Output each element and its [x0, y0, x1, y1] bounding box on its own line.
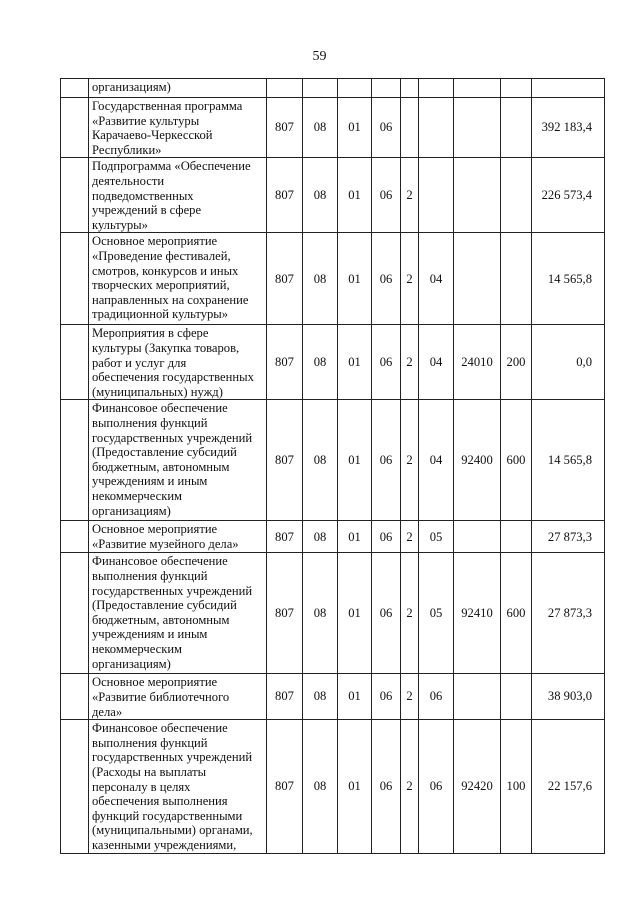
subprogram-cell: 2 — [401, 325, 419, 400]
program-cell: 06 — [372, 233, 401, 325]
item-name-line: выполнения функций — [92, 415, 208, 430]
item-name-line: «Проведение фестивалей, — [92, 248, 231, 263]
item-name-line: государственных учреждений — [92, 750, 253, 765]
table-body — [61, 79, 605, 854]
direction-cell — [454, 233, 501, 325]
admin-code-cell: 807 — [267, 674, 303, 720]
expense-type-cell: 600 — [501, 553, 532, 674]
item-name-line: (муниципальных) нужд) — [92, 384, 223, 399]
direction-cell: 92400 — [454, 400, 501, 521]
item-name-line: Основное мероприятие — [92, 234, 218, 249]
subprogram-cell: 2 — [401, 233, 419, 325]
item-name-line: учреждениям и иным — [92, 474, 208, 489]
event-cell — [419, 158, 454, 233]
item-name-line: организациям) — [92, 503, 171, 518]
table-row — [61, 720, 605, 854]
table-row — [61, 98, 605, 158]
amount-cell: 22 157,6 — [532, 720, 605, 854]
item-name-line: «Развитие культуры — [92, 113, 200, 128]
event-cell: 04 — [419, 400, 454, 521]
subsection-cell: 01 — [338, 521, 372, 553]
item-name-line: подведомственных — [92, 188, 194, 203]
program-cell — [372, 79, 401, 98]
item-name-line: культуры (Закупка товаров, — [92, 340, 240, 355]
subprogram-cell: 2 — [401, 158, 419, 233]
item-name-line: традиционной культуры» — [92, 307, 229, 322]
expense-type-cell — [501, 79, 532, 98]
program-cell: 06 — [372, 720, 401, 854]
item-name-line: функций государственными — [92, 808, 243, 823]
event-cell: 06 — [419, 674, 454, 720]
event-cell: 04 — [419, 325, 454, 400]
item-name-line: казенными учреждениями, — [92, 837, 237, 852]
item-name-line: «Развитие библиотечного — [92, 689, 230, 704]
direction-cell: 24010 — [454, 325, 501, 400]
program-cell: 06 — [372, 325, 401, 400]
item-name-line: работ и услуг для — [92, 355, 187, 370]
subsection-cell: 01 — [338, 720, 372, 854]
program-cell: 06 — [372, 400, 401, 521]
item-name-line: (Предоставление субсидий — [92, 598, 237, 613]
admin-code-cell: 807 — [267, 720, 303, 854]
amount-cell: 27 873,3 — [532, 553, 605, 674]
item-name-line: Финансовое обеспечение — [92, 401, 228, 416]
admin-code-cell: 807 — [267, 400, 303, 521]
section-cell — [303, 79, 338, 98]
expense-type-cell: 100 — [501, 720, 532, 854]
event-cell: 05 — [419, 521, 454, 553]
subprogram-cell: 2 — [401, 400, 419, 521]
amount-cell: 0,0 — [532, 325, 605, 400]
table-row — [61, 325, 605, 400]
subprogram-cell: 2 — [401, 674, 419, 720]
amount-cell: 226 573,4 — [532, 158, 605, 233]
item-name-line: организациям) — [92, 80, 171, 94]
item-name-line: персоналу в целях — [92, 779, 191, 794]
expense-type-cell — [501, 521, 532, 553]
event-cell: 04 — [419, 233, 454, 325]
amount-cell: 27 873,3 — [532, 521, 605, 553]
item-name-line: некоммерческим — [92, 641, 183, 656]
item-name-cell — [89, 233, 267, 325]
admin-code-cell: 807 — [267, 98, 303, 158]
section-cell: 08 — [303, 674, 338, 720]
subsection-cell: 01 — [338, 98, 372, 158]
item-name-cell — [89, 674, 267, 720]
row-number-cell — [61, 79, 89, 98]
program-cell: 06 — [372, 674, 401, 720]
table-row — [61, 674, 605, 720]
amount-cell: 14 565,8 — [532, 233, 605, 325]
event-cell: 06 — [419, 720, 454, 854]
section-cell: 08 — [303, 233, 338, 325]
direction-cell — [454, 158, 501, 233]
item-name-line: (муниципальными) органами, — [92, 823, 253, 838]
item-name-line: государственных учреждений — [92, 583, 253, 598]
expense-type-cell — [501, 98, 532, 158]
item-name-line: «Развитие музейного дела» — [92, 536, 239, 551]
item-name-line: Мероприятия в сфере — [92, 326, 209, 341]
item-name-line: Подпрограмма «Обеспечение — [92, 159, 251, 174]
expense-type-cell — [501, 158, 532, 233]
subsection-cell: 01 — [338, 233, 372, 325]
item-name-line: Основное мероприятие — [92, 675, 218, 690]
item-name-cell — [89, 521, 267, 553]
item-name-line: Республики» — [92, 142, 162, 157]
subsection-cell: 01 — [338, 400, 372, 521]
program-cell: 06 — [372, 521, 401, 553]
row-number-cell — [61, 158, 89, 233]
direction-cell — [454, 79, 501, 98]
admin-code-cell: 807 — [267, 553, 303, 674]
item-name-cell — [89, 158, 267, 233]
item-name-line: государственных учреждений — [92, 430, 253, 445]
subsection-cell: 01 — [338, 674, 372, 720]
item-name-cell — [89, 720, 267, 854]
subsection-cell: 01 — [338, 325, 372, 400]
item-name-cell — [89, 553, 267, 674]
admin-code-cell: 807 — [267, 325, 303, 400]
section-cell: 08 — [303, 325, 338, 400]
expense-type-cell: 200 — [501, 325, 532, 400]
section-cell: 08 — [303, 720, 338, 854]
item-name-cell — [89, 98, 267, 158]
admin-code-cell: 807 — [267, 158, 303, 233]
row-number-cell — [61, 98, 89, 158]
item-name-line: выполнения функций — [92, 735, 208, 750]
section-cell: 08 — [303, 521, 338, 553]
item-name-line: учреждений в сфере — [92, 203, 202, 218]
table-row — [61, 233, 605, 325]
table-row — [61, 158, 605, 233]
program-cell: 06 — [372, 158, 401, 233]
row-number-cell — [61, 233, 89, 325]
direction-cell — [454, 674, 501, 720]
item-name-line: бюджетным, автономным — [92, 612, 230, 627]
expense-type-cell — [501, 674, 532, 720]
item-name-line: выполнения функций — [92, 568, 208, 583]
row-number-cell — [61, 400, 89, 521]
item-name-line: культуры» — [92, 217, 148, 232]
subsection-cell: 01 — [338, 158, 372, 233]
item-name-line: смотров, конкурсов и иных — [92, 263, 239, 278]
item-name-line: Государственная программа — [92, 99, 243, 113]
item-name-line: Основное мероприятие — [92, 522, 218, 537]
row-number-cell — [61, 553, 89, 674]
item-name-line: организациям) — [92, 656, 171, 671]
amount-cell: 14 565,8 — [532, 400, 605, 521]
section-cell: 08 — [303, 158, 338, 233]
item-name-line: Финансовое обеспечение — [92, 721, 228, 736]
amount-cell: 392 183,4 — [532, 98, 605, 158]
direction-cell: 92420 — [454, 720, 501, 854]
table-row — [61, 400, 605, 521]
subsection-cell — [338, 79, 372, 98]
row-number-cell — [61, 720, 89, 854]
row-number-cell — [61, 674, 89, 720]
item-name-cell — [89, 79, 267, 98]
direction-cell: 92410 — [454, 553, 501, 674]
expense-type-cell: 600 — [501, 400, 532, 521]
event-cell — [419, 98, 454, 158]
subsection-cell: 01 — [338, 553, 372, 674]
item-name-line: учреждениям и иным — [92, 627, 208, 642]
item-name-line: Карачаево-Черкесской — [92, 128, 213, 143]
budget-table — [60, 78, 605, 854]
admin-code-cell: 807 — [267, 233, 303, 325]
admin-code-cell: 807 — [267, 521, 303, 553]
item-name-cell — [89, 325, 267, 400]
item-name-line: бюджетным, автономным — [92, 459, 230, 474]
admin-code-cell — [267, 79, 303, 98]
table-row — [61, 553, 605, 674]
subprogram-cell — [401, 98, 419, 158]
direction-cell — [454, 98, 501, 158]
table-row — [61, 521, 605, 553]
item-name-cell — [89, 400, 267, 521]
item-name-line: дела» — [92, 704, 123, 719]
page-number: 59 — [312, 49, 327, 64]
subprogram-cell: 2 — [401, 720, 419, 854]
section-cell: 08 — [303, 553, 338, 674]
subprogram-cell: 2 — [401, 553, 419, 674]
program-cell: 06 — [372, 553, 401, 674]
item-name-line: обеспечения выполнения — [92, 794, 228, 809]
expense-type-cell — [501, 233, 532, 325]
table-row — [61, 79, 605, 98]
item-name-line: некоммерческим — [92, 488, 183, 503]
subprogram-cell — [401, 79, 419, 98]
item-name-line: Финансовое обеспечение — [92, 554, 228, 569]
row-number-cell — [61, 521, 89, 553]
item-name-line: (Предоставление субсидий — [92, 445, 237, 460]
item-name-line: направленных на сохранение — [92, 292, 249, 307]
row-number-cell — [61, 325, 89, 400]
program-cell: 06 — [372, 98, 401, 158]
item-name-line: обеспечения государственных — [92, 370, 254, 385]
section-cell: 08 — [303, 98, 338, 158]
subprogram-cell: 2 — [401, 521, 419, 553]
event-cell: 05 — [419, 553, 454, 674]
item-name-line: деятельности — [92, 173, 165, 188]
amount-cell — [532, 79, 605, 98]
section-cell: 08 — [303, 400, 338, 521]
event-cell — [419, 79, 454, 98]
amount-cell: 38 903,0 — [532, 674, 605, 720]
item-name-line: творческих мероприятий, — [92, 278, 230, 293]
direction-cell — [454, 521, 501, 553]
item-name-line: (Расходы на выплаты — [92, 764, 207, 779]
